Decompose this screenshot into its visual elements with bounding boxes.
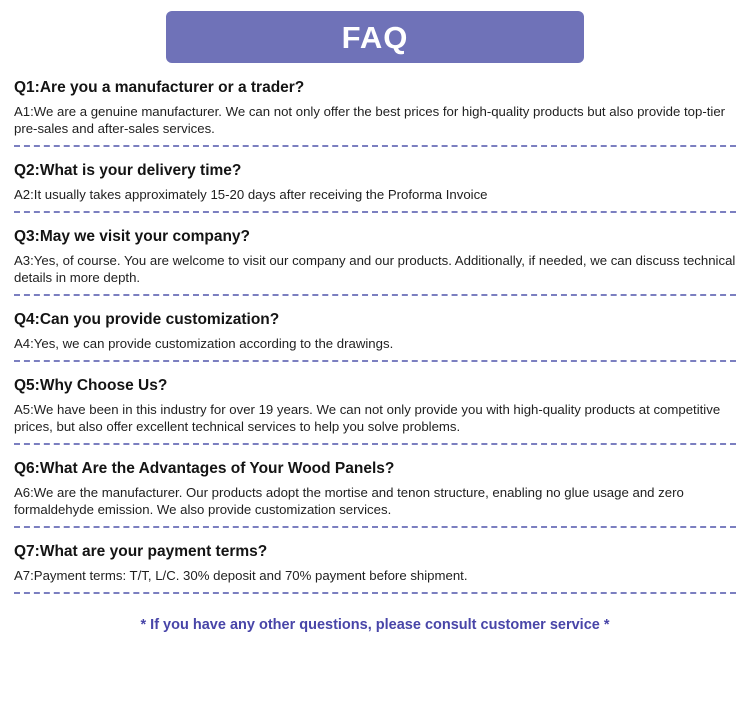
faq-answer: A2:It usually takes approximately 15-20 days after receiving the Proforma Invoice [14,187,488,203]
faq-item-2 [14,156,736,204]
faq-item-5 [14,371,736,436]
faq-divider [14,294,736,296]
faq-answer: A1:We are a genuine manufacturer. We can not only offer the best prices for high-quality products but also provide top-tier pre-sales and after-sales services. [14,104,726,137]
faq-item-6 [14,454,736,519]
faq-item-4 [14,305,736,353]
faq-item-1 [14,73,736,138]
customer-service-note: * If you have any other questions, please consult customer service * [140,616,610,633]
faq-divider [14,592,736,594]
faq-divider [14,211,736,213]
faq-answer: A3:Yes, of course. You are welcome to visit our company and our products. Additionally, if needed, we can discuss technical details in more depth. [14,253,736,285]
faq-answer: A5:We have been in this industry for over 19 years. We can not only provide you with high-quality products at competitive prices, but also offer excellent technical services to help you solve problems. [14,402,721,434]
faq-question: Q3:May we visit your company? [14,227,251,245]
faq-banner [166,11,584,63]
faq-divider [14,145,736,147]
faq-answer: A6:We are the manufacturer. Our products adopt the mortise and tenon structure, enabling no glue usage and zero formaldehyde emission. We also provide customization services. [14,484,684,517]
faq-answer: A7:Payment terms: T/T, L/C. 30% deposit and 70% payment before shipment. [14,567,468,583]
faq-question: Q5:Why Choose Us? [14,376,168,394]
faq-banner-title: FAQ [341,19,409,55]
faq-divider [14,360,736,362]
faq-banner-container [14,0,736,73]
faq-question: Q7:What are your payment terms? [14,542,268,560]
faq-divider [14,526,736,528]
faq-divider [14,443,736,445]
faq-question: Q2:What is your delivery time? [14,161,242,179]
faq-item-7 [14,537,736,585]
faq-question: Q4:Can you provide customization? [14,310,280,328]
faq-question: Q1:Are you a manufacturer or a trader? [14,79,305,96]
faq-question: Q6:What Are the Advantages of Your Wood Panels? [14,459,395,477]
faq-answer: A4:Yes, we can provide customization according to the drawings. [14,336,394,352]
faq-item-3 [14,222,736,287]
